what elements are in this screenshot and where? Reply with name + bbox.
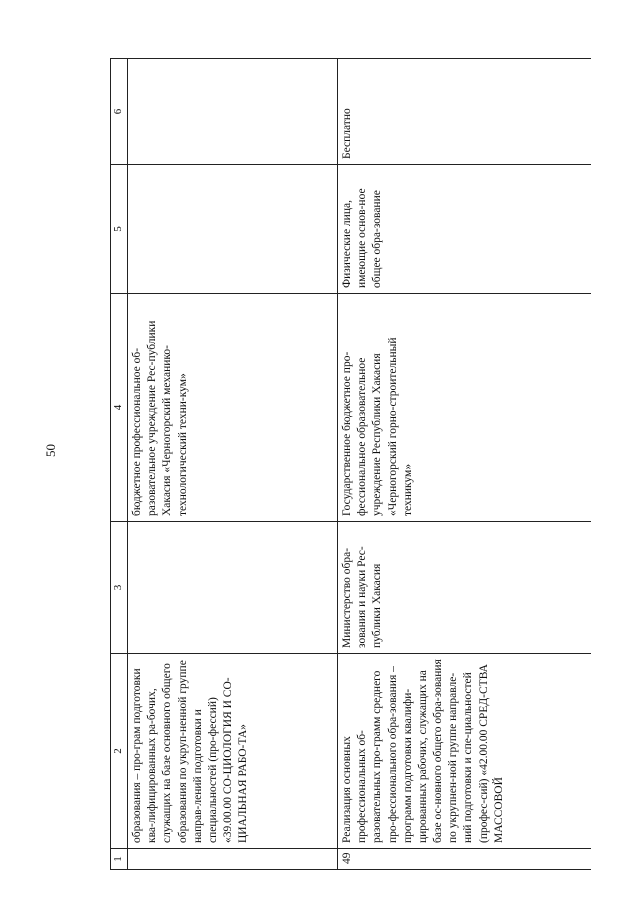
institution-cell: бюджетное профессиональное об-разовательное учреждение Рес-публики Хакасия «Черногорский механико-технологический техни-кум»	[128, 294, 338, 522]
program-cell: образования – про-грам подготовки ква-лифицированных ра-бочих, служащих на базе основного общего образования по укруп-ненной группе направ-лений подготовки и специальностей (про-фессий) «39.00.00 СО-ЦИОЛОГИЯ И СО-ЦИАЛЬНАЯ РАБО-ТА»	[128, 654, 338, 849]
institution-cell: Государственное бюджетное про-фессиональное образовательное учреждение Республики Хакасия «Черногорский горно-строительный техникум»	[338, 294, 592, 522]
header-col-3: 3	[111, 522, 128, 654]
header-col-1: 1	[111, 849, 128, 870]
page-number: 50	[43, 444, 58, 457]
table-row	[128, 59, 338, 870]
services-table	[110, 58, 591, 870]
header-col-6: 6	[111, 59, 128, 165]
table-container	[110, 58, 591, 870]
recipients-cell: Физические лица, имеющие основ-ное общее обра-зование	[338, 165, 592, 294]
authority-cell: Министерство обра-зования и науки Рес-публики Хакасия	[338, 522, 592, 654]
table-row	[338, 59, 592, 870]
program-cell: Реализация основных профессиональных об-разовательных про-грамм среднего про-фессионального обра-зования – программ подготовки квалифи-цированных рабочих, служащих на базе ос-новного общего обра-зования по укрупнен-ной группе направле-ний подготовки и спе-циальностей (профес-сий) «42.00.00 СРЕД-СТВА МАССОВОЙ	[338, 654, 592, 849]
rotated-table-frame	[110, 58, 591, 870]
header-col-2: 2	[111, 654, 128, 849]
cost-cell	[128, 59, 338, 165]
authority-cell	[128, 522, 338, 654]
column-number-row	[111, 59, 128, 870]
recipients-cell	[128, 165, 338, 294]
row-number-cell	[128, 849, 338, 870]
header-col-5: 5	[111, 165, 128, 294]
row-number-cell: 49	[338, 849, 592, 870]
cost-cell: Бесплатно	[338, 59, 592, 165]
header-col-4: 4	[111, 294, 128, 522]
